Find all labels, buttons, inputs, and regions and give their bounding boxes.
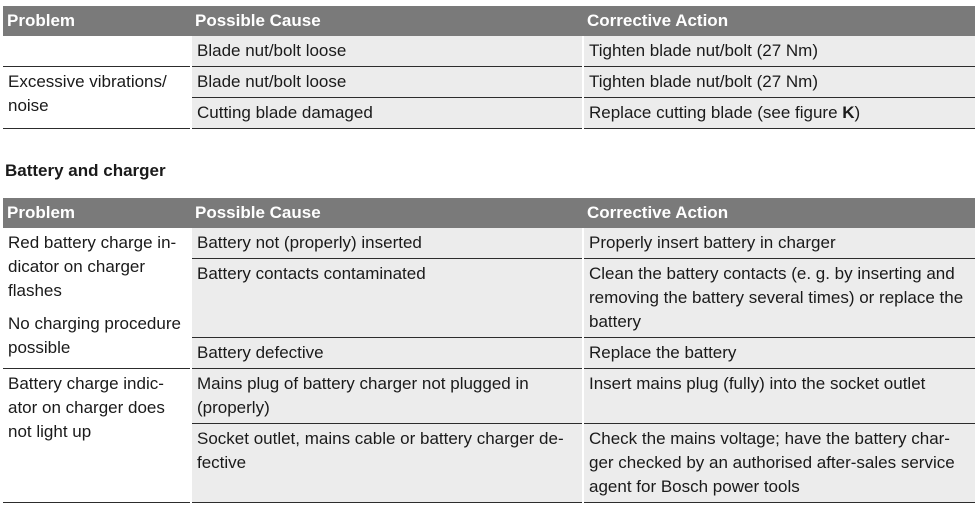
cause-cell: Socket outlet, mains cable or battery charger de-fective [191,424,583,503]
table-row [3,369,975,424]
table-row [3,36,975,67]
header-corrective-action: Corrective Action [583,6,975,36]
table-header-row [3,198,975,228]
action-cell: Insert mains plug (fully) into the socket outlet [583,369,975,424]
section-heading: Battery and charger [5,161,166,180]
cause-cell: Cutting blade damaged [191,98,583,129]
action-cell: Replace the battery [583,338,975,369]
cause-cell: Battery defective [191,338,583,369]
action-cell [583,98,975,129]
problem-text: Red battery charge in-dicator on charger flashes [8,233,177,300]
troubleshooting-table-blade [3,6,975,129]
problem-cell: Excessive vibrations/ noise [3,67,191,129]
problem-cell: Battery charge indic-ator on charger does not light up [3,369,191,503]
table-header-row [3,6,975,36]
header-problem: Problem [3,6,191,36]
action-cell: Clean the battery contacts (e. g. by inserting and removing the battery several times) or replace the battery [583,259,975,338]
header-possible-cause: Possible Cause [191,6,583,36]
header-problem: Problem [3,198,191,228]
header-corrective-action: Corrective Action [583,198,975,228]
problem-cell [3,228,191,369]
cause-cell: Blade nut/bolt loose [191,36,583,67]
cause-cell: Blade nut/bolt loose [191,67,583,98]
table-row [3,67,975,98]
troubleshooting-table-battery [3,198,975,503]
action-text-end: ) [854,103,861,122]
cause-cell: Battery contacts contaminated [191,259,583,338]
cause-cell: Mains plug of battery charger not plugged in (properly) [191,369,583,424]
figure-reference: K [842,103,855,122]
cause-cell: Battery not (properly) inserted [191,228,583,259]
problem-cell [3,36,191,67]
action-cell: Properly insert battery in charger [583,228,975,259]
action-cell: Tighten blade nut/bolt (27 Nm) [583,36,975,67]
action-text: Replace cutting blade (see figure [589,103,843,122]
problem-text-secondary: No charging procedure possible [8,314,181,357]
action-cell: Tighten blade nut/bolt (27 Nm) [583,67,975,98]
action-cell: Check the mains voltage; have the battery char-ger checked by an authorised after-sales service agent for Bosch power tools [583,424,975,503]
header-possible-cause: Possible Cause [191,198,583,228]
table-row [3,228,975,259]
